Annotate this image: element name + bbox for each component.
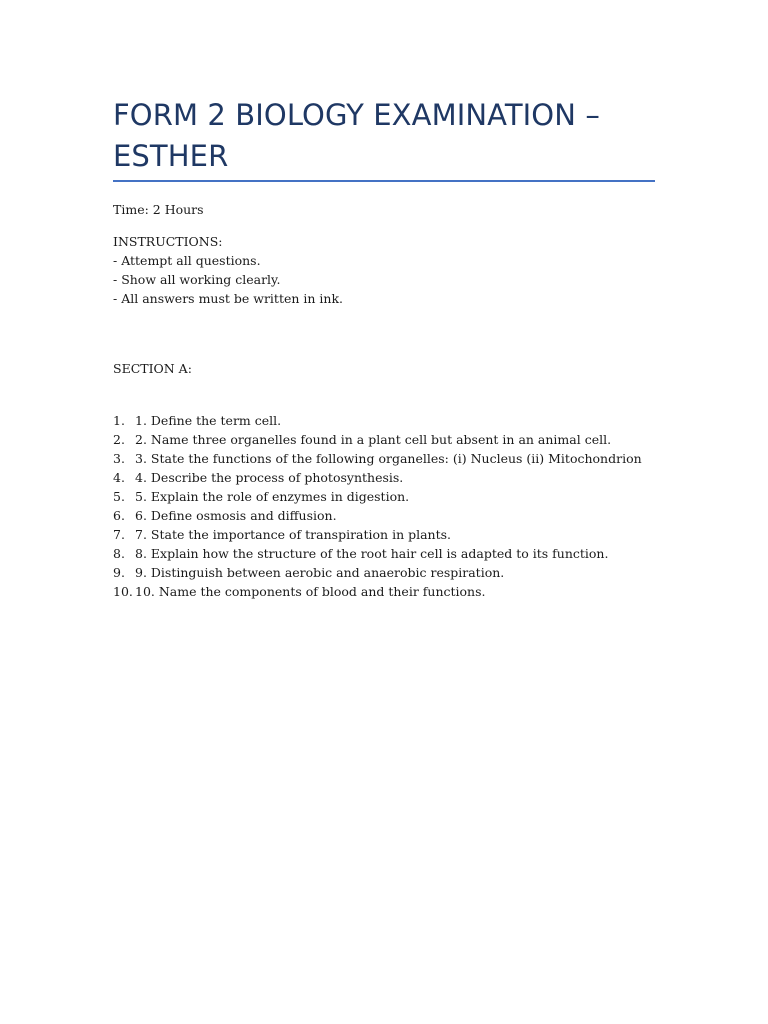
question-number: 3.	[113, 451, 125, 466]
question-list	[113, 411, 642, 601]
question-number: 4.	[113, 470, 125, 485]
question-number: 1.	[113, 413, 125, 428]
question-text: 1. Define the term cell.	[135, 413, 282, 428]
section-a-label: SECTION A:	[113, 361, 192, 376]
question-number: 2.	[113, 432, 125, 447]
instruction-item: - Attempt all questions.	[113, 253, 261, 268]
question-text: 10. Name the components of blood and their functions.	[135, 584, 486, 599]
question-item	[113, 411, 642, 430]
question-item	[113, 544, 642, 563]
question-text: 2. Name three organelles found in a plant cell but absent in an animal cell.	[135, 432, 612, 447]
document-title: FORM 2 BIOLOGY EXAMINATION – ESTHER	[113, 98, 600, 173]
question-text: 5. Explain the role of enzymes in digestion.	[135, 489, 410, 504]
instruction-item: - All answers must be written in ink.	[113, 291, 344, 306]
question-item	[113, 525, 642, 544]
question-number: 6.	[113, 508, 125, 523]
question-text: 9. Distinguish between aerobic and anaerobic respiration.	[135, 565, 505, 580]
instructions-heading: INSTRUCTIONS:	[113, 234, 223, 249]
question-item	[113, 430, 642, 449]
question-text: 6. Define osmosis and diffusion.	[135, 508, 337, 523]
question-item	[113, 563, 642, 582]
exam-time: Time: 2 Hours	[113, 202, 204, 217]
title-divider	[113, 180, 655, 182]
question-text: 3. State the functions of the following organelles: (i) Nucleus (ii) Mitochondrion	[135, 451, 642, 466]
instruction-item: - Show all working clearly.	[113, 272, 281, 287]
question-number: 5.	[113, 489, 125, 504]
question-item	[113, 449, 642, 468]
question-item	[113, 582, 642, 601]
question-text: 8. Explain how the structure of the root hair cell is adapted to its function.	[135, 546, 609, 561]
instructions-block	[113, 232, 343, 308]
question-item	[113, 487, 642, 506]
question-number: 8.	[113, 546, 125, 561]
question-text: 7. State the importance of transpiration in plants.	[135, 527, 452, 542]
question-number: 7.	[113, 527, 125, 542]
question-item	[113, 468, 642, 487]
question-number: 9.	[113, 565, 125, 580]
question-item	[113, 506, 642, 525]
question-text: 4. Describe the process of photosynthesis.	[135, 470, 404, 485]
question-number: 10.	[113, 584, 133, 599]
